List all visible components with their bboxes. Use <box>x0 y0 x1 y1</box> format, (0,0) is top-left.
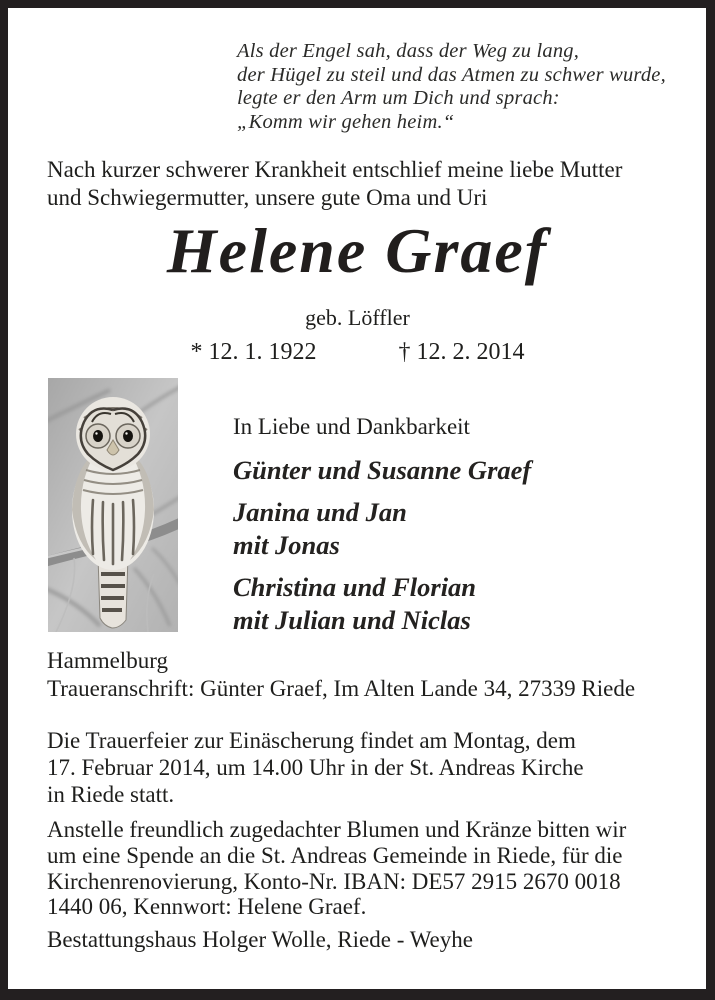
poem-line: legte er den Arm um Dich und sprach: <box>237 87 560 109</box>
mourner-group <box>233 571 531 637</box>
funeral-home: Bestattungshaus Holger Wolle, Riede - Weyhe <box>47 927 473 952</box>
intro-line: Nach kurzer schwerer Krankheit entschlief meine liebe Mutter <box>47 157 623 182</box>
donation-info <box>47 817 626 920</box>
donation-line: 1440 06, Kennwort: Helene Graef. <box>47 894 367 920</box>
mourner-group <box>233 496 531 562</box>
death-date: † 12. 2. 2014 <box>398 339 525 365</box>
service-line: Die Trauerfeier zur Einäscherung findet am Montag, dem <box>47 728 576 753</box>
mourners-list <box>233 454 531 646</box>
life-dates <box>8 338 707 366</box>
owl-photo <box>48 378 178 632</box>
owl-photo-image <box>48 378 178 632</box>
deceased-name: Helene Graef <box>166 215 549 286</box>
donation-line: Anstelle freundlich zugedachter Blumen und Kränze bitten wir <box>47 817 627 842</box>
mourner-line: Christina und Florian <box>233 572 477 602</box>
city: Hammelburg <box>47 648 168 673</box>
intro-text <box>47 156 692 212</box>
poem-line: der Hügel zu steil und das Atmen zu schwer wurde, <box>237 63 666 86</box>
mourner-line: Günter und Susanne Graef <box>233 455 532 485</box>
poem <box>237 40 666 134</box>
poem-line: Als der Engel sah, dass der Weg zu lang, <box>237 40 580 62</box>
mourning-address: Traueranschrift: Günter Graef, Im Alten Lande 34, 27339 Riede <box>47 676 636 701</box>
service-info <box>47 727 584 808</box>
poem-line: „Komm wir gehen heim.“ <box>237 110 455 133</box>
birth-date: * 12. 1. 1922 <box>190 339 317 365</box>
donation-line: Kirchenrenovierung, Konto-Nr. IBAN: DE57 2915 2670 0018 <box>47 868 621 894</box>
service-line: in Riede statt. <box>47 782 175 807</box>
intro-line: und Schwiegermutter, unsere gute Oma und Uri <box>47 185 488 210</box>
service-line: 17. Februar 2014, um 14.00 Uhr in der St. Andreas Kirche <box>47 755 584 780</box>
mourner-line: mit Jonas <box>233 530 340 560</box>
maiden-name: geb. Löffler <box>305 305 410 330</box>
donation-line: um eine Spende an die St. Andreas Gemeinde in Riede, für die <box>47 842 623 868</box>
mourner-line: Janina und Jan <box>233 497 407 527</box>
mourner-group <box>233 454 531 487</box>
tribute-line: In Liebe und Dankbarkeit <box>233 414 470 439</box>
mourner-line: mit Julian und Niclas <box>233 605 471 635</box>
